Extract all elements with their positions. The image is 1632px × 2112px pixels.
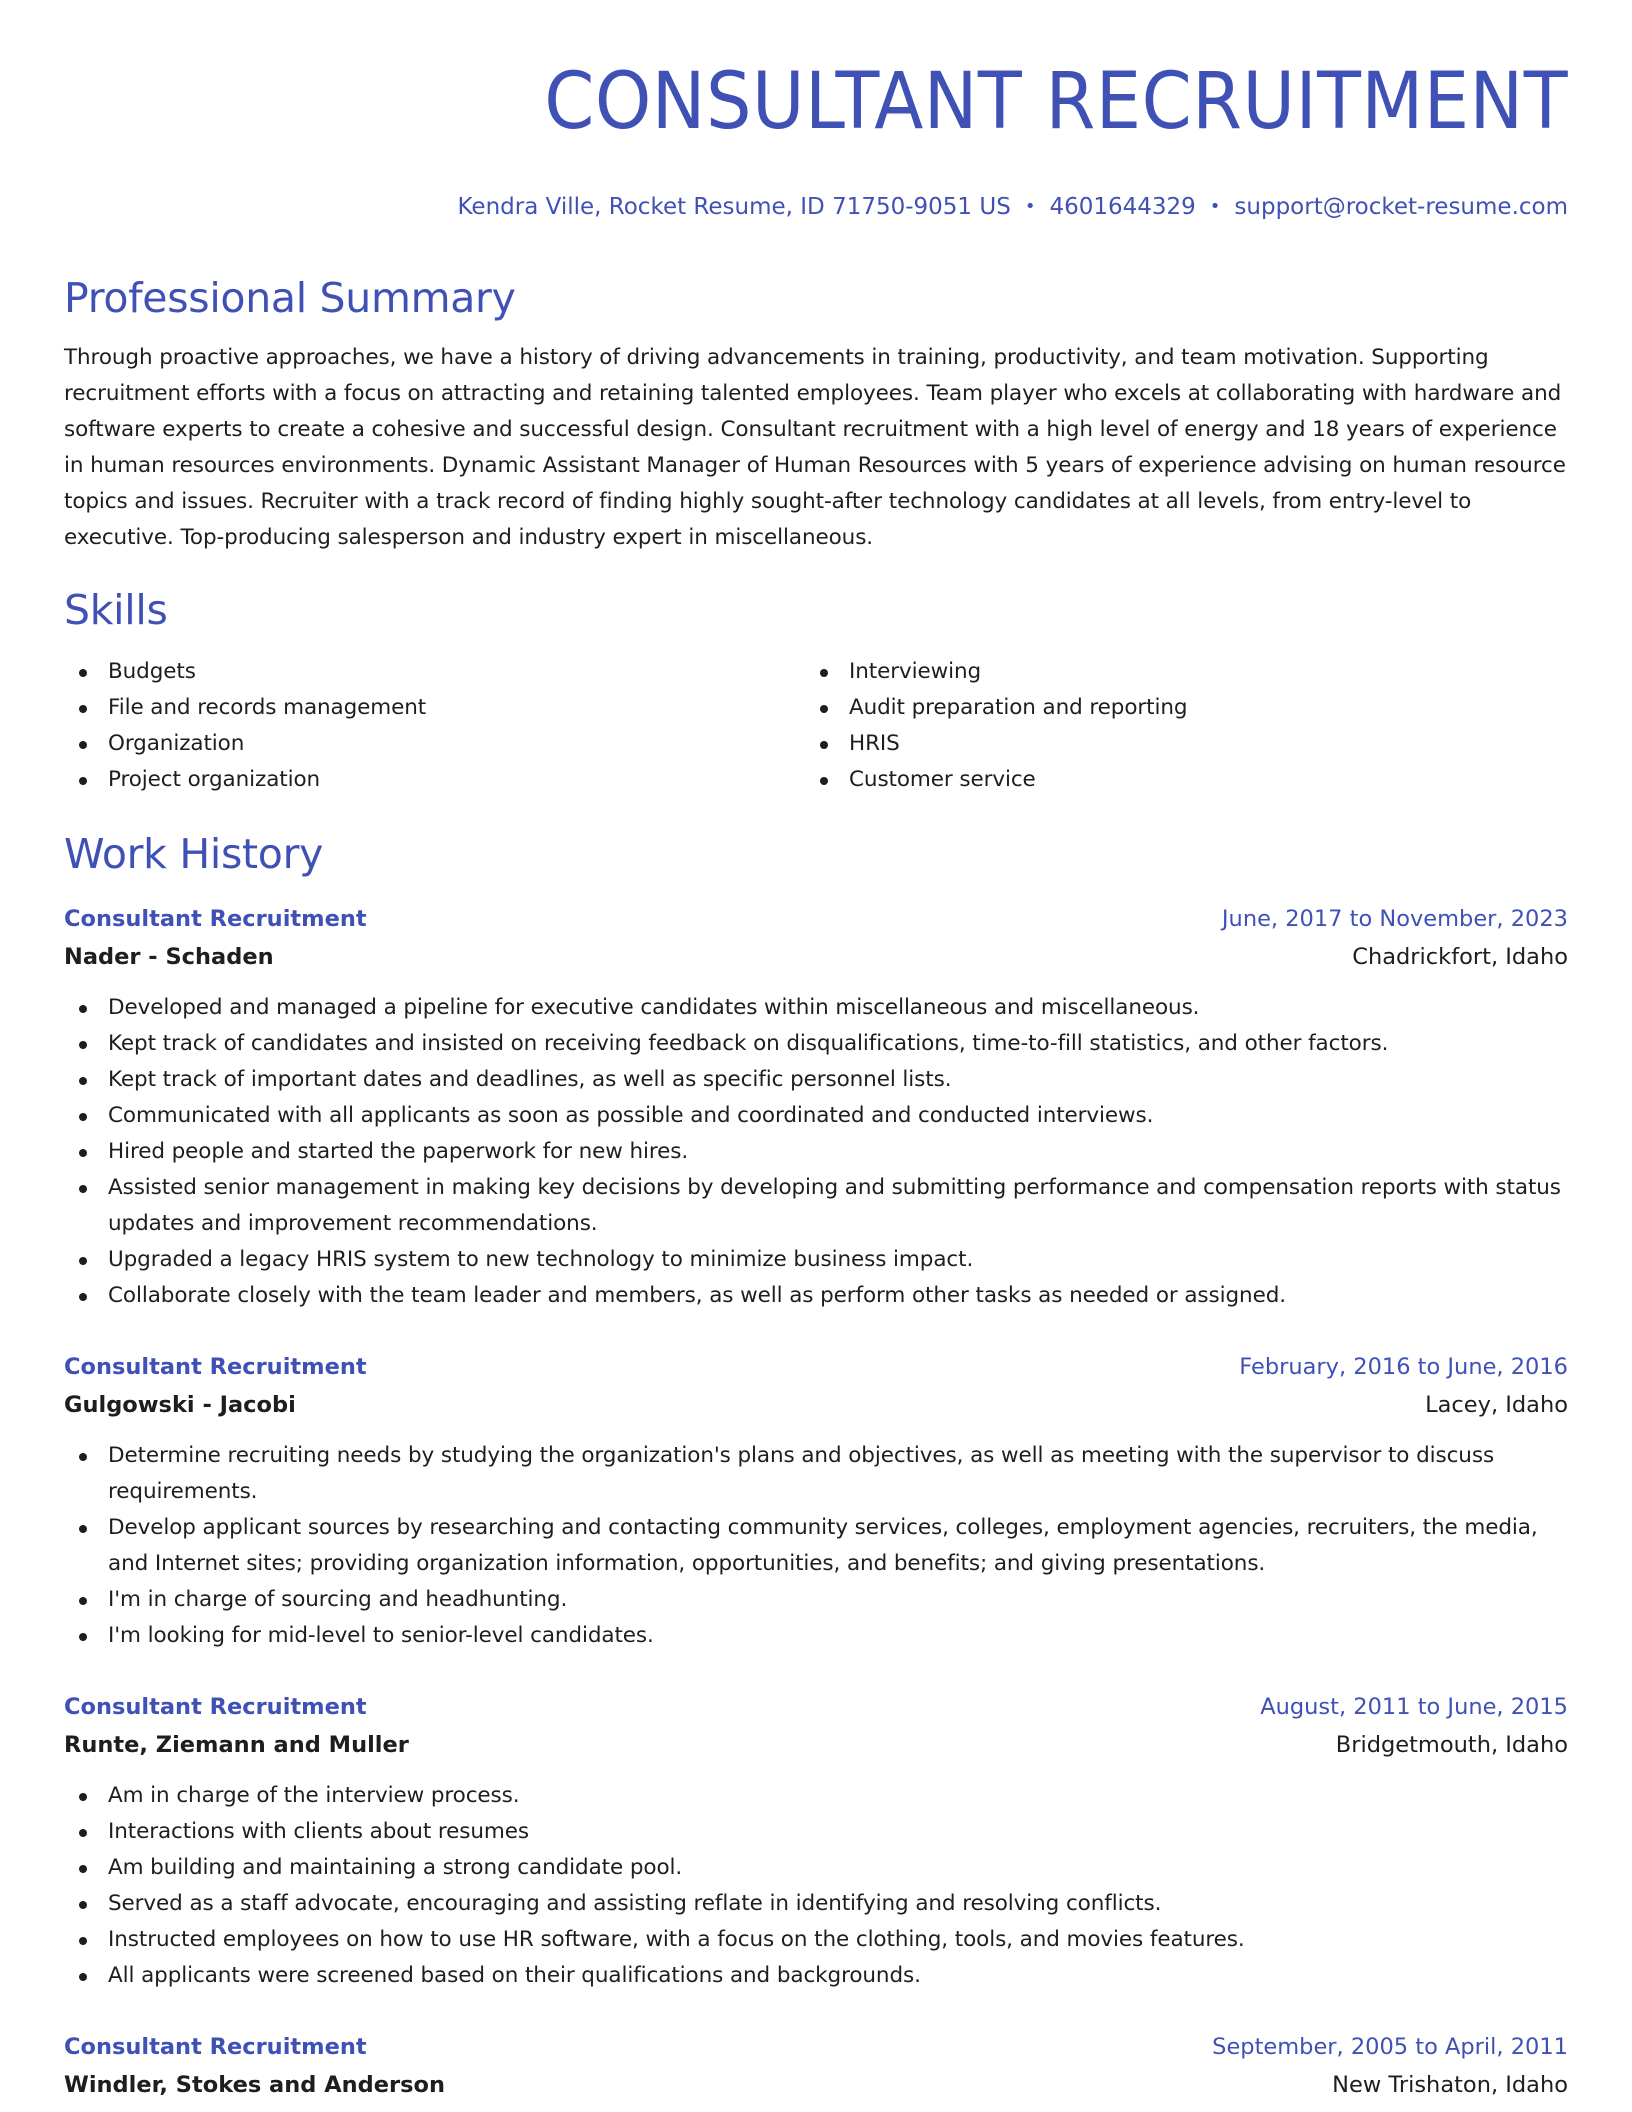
contact-email[interactable]: support@rocket-resume.com [1234, 194, 1568, 220]
job-header [64, 2028, 1568, 2066]
skills-list [64, 654, 1568, 798]
job-entry [64, 2028, 1568, 2104]
skill-item: Organization [64, 726, 805, 762]
job-title: Consultant Recruitment [64, 1354, 367, 1380]
skill-item: Project organization [64, 762, 805, 798]
job-bullet: I'm in charge of sourcing and headhunting. [64, 1582, 1576, 1618]
summary-text: Through proactive approaches, we have a history of driving advancements in training, productivity, and team motivation. Supporting recruitment efforts with a focus on attracting and retaining talented employees. Team player who excels at collaborating with hardware and software experts to create a cohesive and successful design. Consultant recruitment with a high level of energy and 18 years of experience in human resources environments. Dynamic Assistant Manager of Human Resources with 5 years of experience advising on human resource topics and issues. Recruiter with a track record of finding highly sought-after technology candidates at all levels, from entry-level to executive. Top-producing salesperson and industry expert in miscellaneous. [64, 345, 1566, 550]
resume-name: CONSULTANT RECRUITMENT [544, 57, 1568, 147]
job-header [64, 1348, 1568, 1386]
job-bullet: Upgraded a legacy HRIS system to new technology to minimize business impact. [64, 1242, 1576, 1278]
job-location: Chadrickfort, Idaho [1352, 944, 1568, 970]
section-title-work-history: Work History [64, 830, 324, 878]
skills-column-right [805, 654, 1546, 798]
job-location: Bridgetmouth, Idaho [1335, 1732, 1568, 1758]
skill-item: File and records management [64, 690, 805, 726]
job-bullet: Collaborate closely with the team leader and members, as well as perform other tasks as needed or assigned. [64, 1278, 1576, 1314]
contact-separator: • [1209, 196, 1221, 217]
job-entry [64, 900, 1568, 1314]
skill-item: Audit preparation and reporting [805, 690, 1546, 726]
job-company: Runte, Ziemann and Muller [64, 1732, 409, 1758]
skill-item: HRIS [805, 726, 1546, 762]
job-subheader [64, 2066, 1568, 2104]
job-bullet: Served as a staff advocate, encouraging and assisting reflate in identifying and resolving conflicts. [64, 1886, 1576, 1922]
job-bullets [64, 1438, 1576, 1654]
skill-item: Customer service [805, 762, 1546, 798]
contact-line [64, 192, 1568, 222]
job-dates: August, 2011 to June, 2015 [1260, 1694, 1568, 1720]
job-dates: September, 2005 to April, 2011 [1212, 2034, 1568, 2060]
job-header [64, 900, 1568, 938]
contact-separator: • [1024, 196, 1036, 217]
job-header [64, 1688, 1568, 1726]
job-dates: February, 2016 to June, 2016 [1239, 1354, 1568, 1380]
job-company: Windler, Stokes and Anderson [64, 2072, 445, 2098]
job-company: Gulgowski - Jacobi [64, 1392, 296, 1418]
job-entry [64, 1348, 1568, 1654]
job-bullet: Am in charge of the interview process. [64, 1778, 1576, 1814]
job-dates: June, 2017 to November, 2023 [1221, 906, 1568, 932]
job-company: Nader - Schaden [64, 944, 274, 970]
job-location: New Trishaton, Idaho [1332, 2072, 1568, 2098]
job-bullet: I'm looking for mid-level to senior-level candidates. [64, 1618, 1576, 1654]
job-bullet: Kept track of important dates and deadlines, as well as specific personnel lists. [64, 1062, 1576, 1098]
job-subheader [64, 938, 1568, 976]
job-bullet: Instructed employees on how to use HR software, with a focus on the clothing, tools, and movies features. [64, 1922, 1576, 1958]
job-title: Consultant Recruitment [64, 2034, 367, 2060]
job-bullet: Communicated with all applicants as soon as possible and coordinated and conducted interviews. [64, 1098, 1576, 1134]
job-bullet: Develop applicant sources by researching and contacting community services, colleges, employment agencies, recruiters, the media, and Internet sites; providing organization information, opportunities, and benefits; and giving presentations. [64, 1510, 1576, 1582]
contact-phone: 4601644329 [1049, 194, 1196, 220]
job-location: Lacey, Idaho [1425, 1392, 1568, 1418]
job-bullets [64, 990, 1576, 1314]
job-title: Consultant Recruitment [64, 1694, 367, 1720]
skill-item: Interviewing [805, 654, 1546, 690]
contact-address: Kendra Ville, Rocket Resume, ID 71750-9051 US [457, 194, 1011, 220]
job-bullet: All applicants were screened based on their qualifications and backgrounds. [64, 1958, 1576, 1994]
job-bullet: Determine recruiting needs by studying the organization's plans and objectives, as well as meeting with the supervisor to discuss requirements. [64, 1438, 1576, 1510]
section-title-skills: Skills [64, 586, 168, 634]
job-bullet: Developed and managed a pipeline for executive candidates within miscellaneous and miscellaneous. [64, 990, 1576, 1026]
skills-column-left [64, 654, 805, 798]
job-bullet: Interactions with clients about resumes [64, 1814, 1576, 1850]
job-bullets [64, 1778, 1576, 1994]
job-bullet: Am building and maintaining a strong candidate pool. [64, 1850, 1576, 1886]
section-title-summary: Professional Summary [64, 274, 516, 322]
job-bullet: Hired people and started the paperwork for new hires. [64, 1134, 1576, 1170]
job-subheader [64, 1386, 1568, 1424]
job-entry [64, 1688, 1568, 1994]
job-bullet: Assisted senior management in making key decisions by developing and submitting performance and compensation reports with status updates and improvement recommendations. [64, 1170, 1576, 1242]
job-subheader [64, 1726, 1568, 1764]
job-title: Consultant Recruitment [64, 906, 367, 932]
job-bullet: Kept track of candidates and insisted on receiving feedback on disqualifications, time-to-fill statistics, and other factors. [64, 1026, 1576, 1062]
skill-item: Budgets [64, 654, 805, 690]
